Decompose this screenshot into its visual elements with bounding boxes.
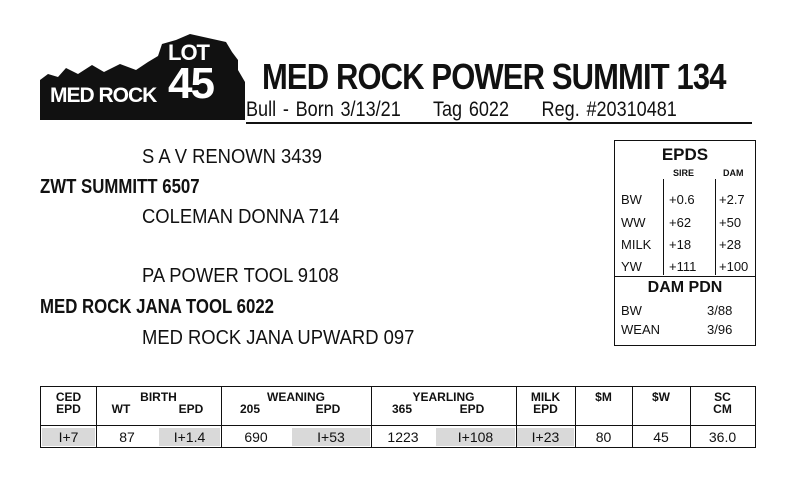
dam-sire: PA POWER TOOL 9108 [142, 265, 339, 287]
value-w: 45 [653, 429, 669, 445]
epd-row-yw [615, 256, 755, 277]
dam-pdn-title: DAM PDN [647, 279, 723, 296]
value-birth-wt: 87 [119, 429, 135, 445]
value-yearling-365: 1223 [387, 429, 419, 445]
header-birth-wt: WT [111, 402, 131, 416]
performance-table [40, 386, 756, 448]
value-weaning-205: 690 [244, 429, 268, 445]
epd-row-ww [615, 212, 755, 233]
epd-row-bw [615, 189, 755, 210]
epd-sire-value: +62 [669, 215, 692, 230]
epd-dam-value: +28 [719, 237, 742, 252]
value-m: 80 [595, 429, 612, 445]
value-weaning-epd: I+53 [292, 428, 370, 446]
dam-dam: MED ROCK JANA UPWARD 097 [142, 327, 415, 349]
header-ced-sub: EPD [56, 402, 81, 416]
header-milk-label: MILK [530, 390, 561, 404]
header-yearling-365: 365 [391, 402, 413, 416]
header-weaning-epd: EPD [315, 402, 341, 416]
value-milk: I+23 [517, 428, 574, 446]
header-sc-sub: CM [713, 402, 732, 416]
lot-number: 45 [168, 59, 213, 108]
epd-sire-value: +111 [669, 259, 697, 274]
header-birth: BIRTH [140, 390, 177, 404]
header-birth-epd: EPD [178, 402, 204, 416]
pdn-label: BW [621, 303, 642, 318]
header-sc-label: SC [714, 390, 731, 404]
sire: ZWT SUMMITT 6507 [40, 176, 200, 198]
pdn-value: 3/88 [707, 303, 733, 318]
pdn-label: WEAN [621, 322, 660, 337]
sex-birthdate: Bull - Born 3/13/21 [246, 98, 401, 121]
header-milk [516, 391, 575, 415]
header-w: $W [652, 390, 670, 404]
epd-label: BW [621, 192, 642, 207]
epd-sire-value: +18 [669, 237, 692, 252]
epd-sire-value: +0.6 [669, 192, 695, 207]
epds-title: EPDS [661, 145, 709, 164]
value-yearling-epd: I+108 [436, 428, 515, 446]
epd-dam-value: +50 [719, 215, 742, 230]
epd-dam-value: +100 [719, 259, 749, 274]
sire-sire: S A V RENOWN 3439 [142, 146, 322, 168]
header-yearling-epd: EPD [459, 402, 485, 416]
title-divider [246, 122, 752, 124]
sire-column-header: SIRE [673, 168, 695, 178]
header-milk-sub: EPD [533, 402, 558, 416]
animal-details [246, 98, 677, 122]
header-weaning-205: 205 [239, 402, 261, 416]
value-birth-epd: I+1.4 [159, 428, 220, 446]
epd-section-divider [615, 276, 755, 277]
registration-number: Reg. #20310481 [541, 98, 677, 121]
header-yearling: YEARLING [412, 390, 475, 404]
epd-label: YW [621, 259, 642, 274]
lot-label: LOT [168, 40, 209, 65]
value-sc: 36.0 [708, 429, 737, 445]
header-divider [41, 425, 755, 426]
epd-label: MILK [621, 237, 652, 252]
pdn-value: 3/96 [707, 322, 733, 337]
header-sc [690, 391, 755, 415]
value-ced: I+7 [42, 428, 95, 446]
dam-column-header: DAM [723, 168, 744, 178]
epd-label: WW [621, 215, 646, 230]
tag-number: Tag 6022 [432, 98, 510, 121]
header-weaning: WEANING [267, 390, 325, 404]
brand-name: MED ROCK [50, 84, 157, 107]
sire-dam: COLEMAN DONNA 714 [142, 206, 340, 228]
dam: MED ROCK JANA TOOL 6022 [40, 296, 275, 318]
epd-row-milk [615, 234, 755, 255]
animal-name: MED ROCK POWER SUMMIT 134 [262, 56, 726, 97]
epd-dam-value: +2.7 [719, 192, 745, 207]
header-ced [41, 391, 96, 415]
epd-box [614, 140, 756, 346]
header-m: $M [595, 390, 612, 404]
header-ced-label: CED [55, 390, 82, 404]
